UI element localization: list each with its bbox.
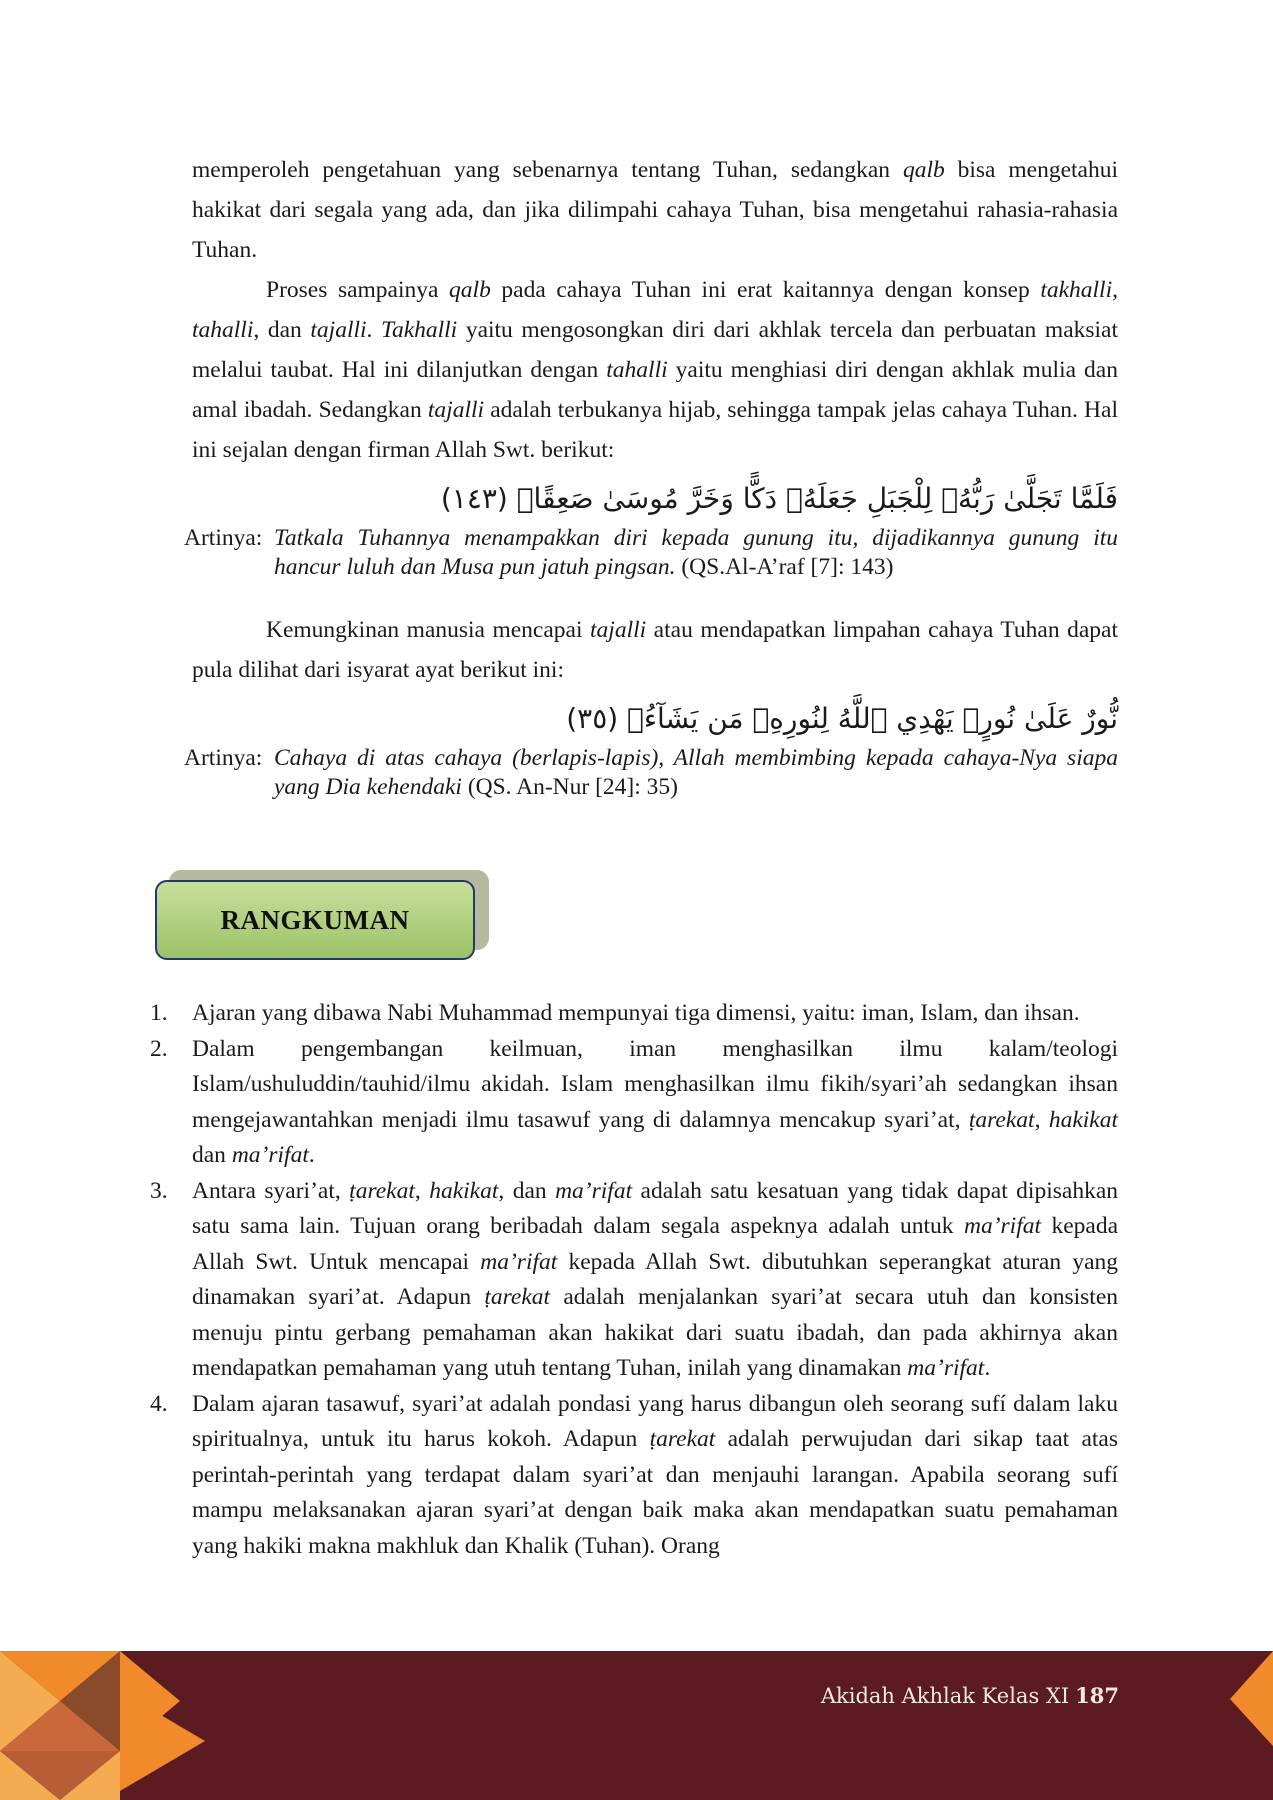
verse-reference: (QS.Al-A’raf [7]: 143) <box>675 554 894 580</box>
summary-list <box>150 996 1118 1564</box>
heading-box: RANGKUMAN <box>155 880 475 960</box>
summary-item <box>150 996 1118 1032</box>
text-run: , <box>1034 1106 1049 1133</box>
verse-translation <box>184 524 1118 582</box>
footer-text <box>821 1683 1119 1708</box>
text-run: pada cahaya Tuhan ini erat kaitannya dengan konsep <box>490 277 1041 303</box>
text-run: memperoleh pengetahuan yang sebenarnya tentang Tuhan, sedangkan <box>192 157 903 183</box>
italic-term: ṭarekat <box>968 1106 1035 1133</box>
summary-item <box>150 1174 1118 1387</box>
translation-label: Artinya: <box>184 525 263 551</box>
decor-triangle <box>1230 1651 1273 1746</box>
text-run: , <box>414 1177 430 1204</box>
paragraph <box>192 150 1118 270</box>
text-run: Ajaran yang dibawa Nabi Muhammad mempunyai tiga dimensi, yaitu: iman, Islam, dan ihsan. <box>192 1000 1080 1026</box>
summary-item <box>150 1032 1118 1174</box>
text-run: Proses sampainya <box>266 277 450 303</box>
text-run: . <box>366 317 382 343</box>
text-run: . <box>984 1355 991 1381</box>
text-run: adalah perwujudan dari sikap taat atas perintah-perintah yang terdapat dalam syari’at dan menjauhi larangan. Apabila seorang sufí mampu melaksanakan ajaran syari’at dengan baik maka akan mendapatkan suatu pemahaman yang hakiki makna makhluk dan Khalik (Tuhan). Orang <box>192 1426 1118 1559</box>
italic-term: tajalli <box>427 397 485 423</box>
italic-term: ma’rifat <box>555 1177 633 1204</box>
text-run: Dalam ajaran tasawuf, syari’at adalah pondasi yang harus dibangun oleh seorang sufí dalam laku spiritualnya, untuk itu harus kokoh. Adapun <box>192 1390 1118 1452</box>
text-run: yaitu menghiasi diri dengan akhlak mulia dan amal ibadah. Sedangkan <box>192 357 1118 423</box>
body-text <box>184 150 1119 830</box>
italic-term: tajalli <box>310 317 367 343</box>
italic-term: ma’rifat <box>231 1142 309 1168</box>
italic-term: ṭarekat <box>649 1426 716 1452</box>
text-run: adalah menjalankan syari’at secara utuh dan konsisten menuju pintu gerbang pemahaman akan hakikat dari suatu ibadah, dan pada akhirnya akan mendapatkan pemahaman yang utuh tentang Tuhan, inilah yang dinamakan <box>192 1284 1119 1381</box>
italic-term: ṭarekat <box>349 1177 415 1204</box>
translation-text: Tatkala Tuhannya menampakkan diri kepada gunung itu, dijadikannya gunung itu hancur luluh dan Musa pun jatuh pingsan. <box>274 525 1118 580</box>
italic-term: ma’rifat <box>480 1248 558 1275</box>
text-run: yaitu mengosongkan diri dari akhlak tercela dan perbuatan maksiat melalui taubat. Hal ini dilanjutkan dengan <box>192 317 1119 383</box>
text-run: kepada Allah Swt. dibutuhkan seperangkat aturan yang dinamakan syari’at. Adapun <box>192 1248 1118 1310</box>
text-run: , dan <box>498 1177 556 1204</box>
text-run: dan <box>192 1142 232 1168</box>
italic-term: ṭarekat <box>484 1284 551 1310</box>
text-run: Kemungkinan manusia mencapai <box>266 617 591 643</box>
italic-term: ma’rifat <box>963 1213 1042 1239</box>
item-number: 1. <box>150 1000 168 1026</box>
page-number: 187 <box>1075 1683 1119 1708</box>
text-run: , dan <box>253 317 311 343</box>
quran-verse-arabic: نُّورٌ عَلَىٰ نُورٍۗ يَهْدِي ٱللَّهُ لِنُورِهِۦ مَن يَشَآءُۚ (٣٥) <box>566 702 1118 735</box>
italic-term: hakikat <box>1048 1106 1119 1133</box>
italic-term: tahalli <box>606 357 668 383</box>
italic-term: hakikat <box>429 1177 499 1204</box>
italic-term: takhalli, tahalli <box>192 277 1118 343</box>
text-run: Dalam pengembangan keilmuan, iman menghasilkan ilmu kalam/teologi Islam/ushuluddin/tauhid/ilmu akidah. Islam menghasilkan ilmu fikih/syari’ah sedangkan ihsan mengejawantahkan menjadi ilmu tasawuf yang di dalamnya mencakup syari’at, <box>192 1035 1118 1133</box>
text-run: adalah terbukanya hijab, sehingga tampak jelas cahaya Tuhan. Hal ini sejalan dengan firman Allah Swt. berikut: <box>192 397 1118 463</box>
item-number: 4. <box>150 1390 168 1417</box>
footer-band <box>0 1651 1273 1800</box>
text-run: atau mendapatkan limpahan cahaya Tuhan dapat pula dilihat dari isyarat ayat berikut ini: <box>192 617 1118 683</box>
text-run: bisa mengetahui hakikat dari segala yang ada, dan jika dilimpahi cahaya Tuhan, bisa mengetahui rahasia-rahasia Tuhan. <box>192 157 1119 263</box>
rangkuman-heading <box>155 870 491 970</box>
footer-decoration <box>0 1651 1273 1800</box>
numbered-list <box>150 996 1118 1564</box>
translation-label: Artinya: <box>184 745 263 771</box>
verse-reference: (QS. An-Nur [24]: 35) <box>461 774 678 800</box>
text-run: . <box>308 1142 315 1168</box>
translation-text: Cahaya di atas cahaya (berlapis-lapis), Allah membimbing kepada cahaya-Nya siapa yang Dia kehendaki <box>274 745 1118 800</box>
italic-term: ma’rifat <box>907 1355 985 1381</box>
italic-term: tajalli <box>590 617 647 643</box>
paragraph <box>192 610 1118 690</box>
summary-item <box>150 1387 1118 1565</box>
italic-term: qalb <box>449 277 491 303</box>
item-number: 2. <box>150 1035 168 1062</box>
quran-verse-arabic: فَلَمَّا تَجَلَّىٰ رَبُّهُۥ لِلْجَبَلِ جَعَلَهُۥ دَكًّا وَخَرَّ مُوسَىٰ صَعِقًاۚ (١٤٣) <box>440 482 1118 515</box>
item-number: 3. <box>150 1177 168 1204</box>
italic-term: qalb <box>902 157 945 183</box>
verse-translation <box>184 744 1118 802</box>
paragraph <box>192 270 1118 470</box>
text-run: Antara syari’at, <box>192 1177 350 1204</box>
book-title: Akidah Akhlak Kelas XI <box>820 1684 1070 1708</box>
text-run: adalah satu kesatuan yang tidak dapat dipisahkan satu sama lain. Tujuan orang beribadah dalam segala aspeknya adalah untuk <box>192 1177 1118 1239</box>
italic-term: Takhalli <box>381 317 458 343</box>
text-run: kepada Allah Swt. Untuk mencapai <box>192 1213 1118 1275</box>
